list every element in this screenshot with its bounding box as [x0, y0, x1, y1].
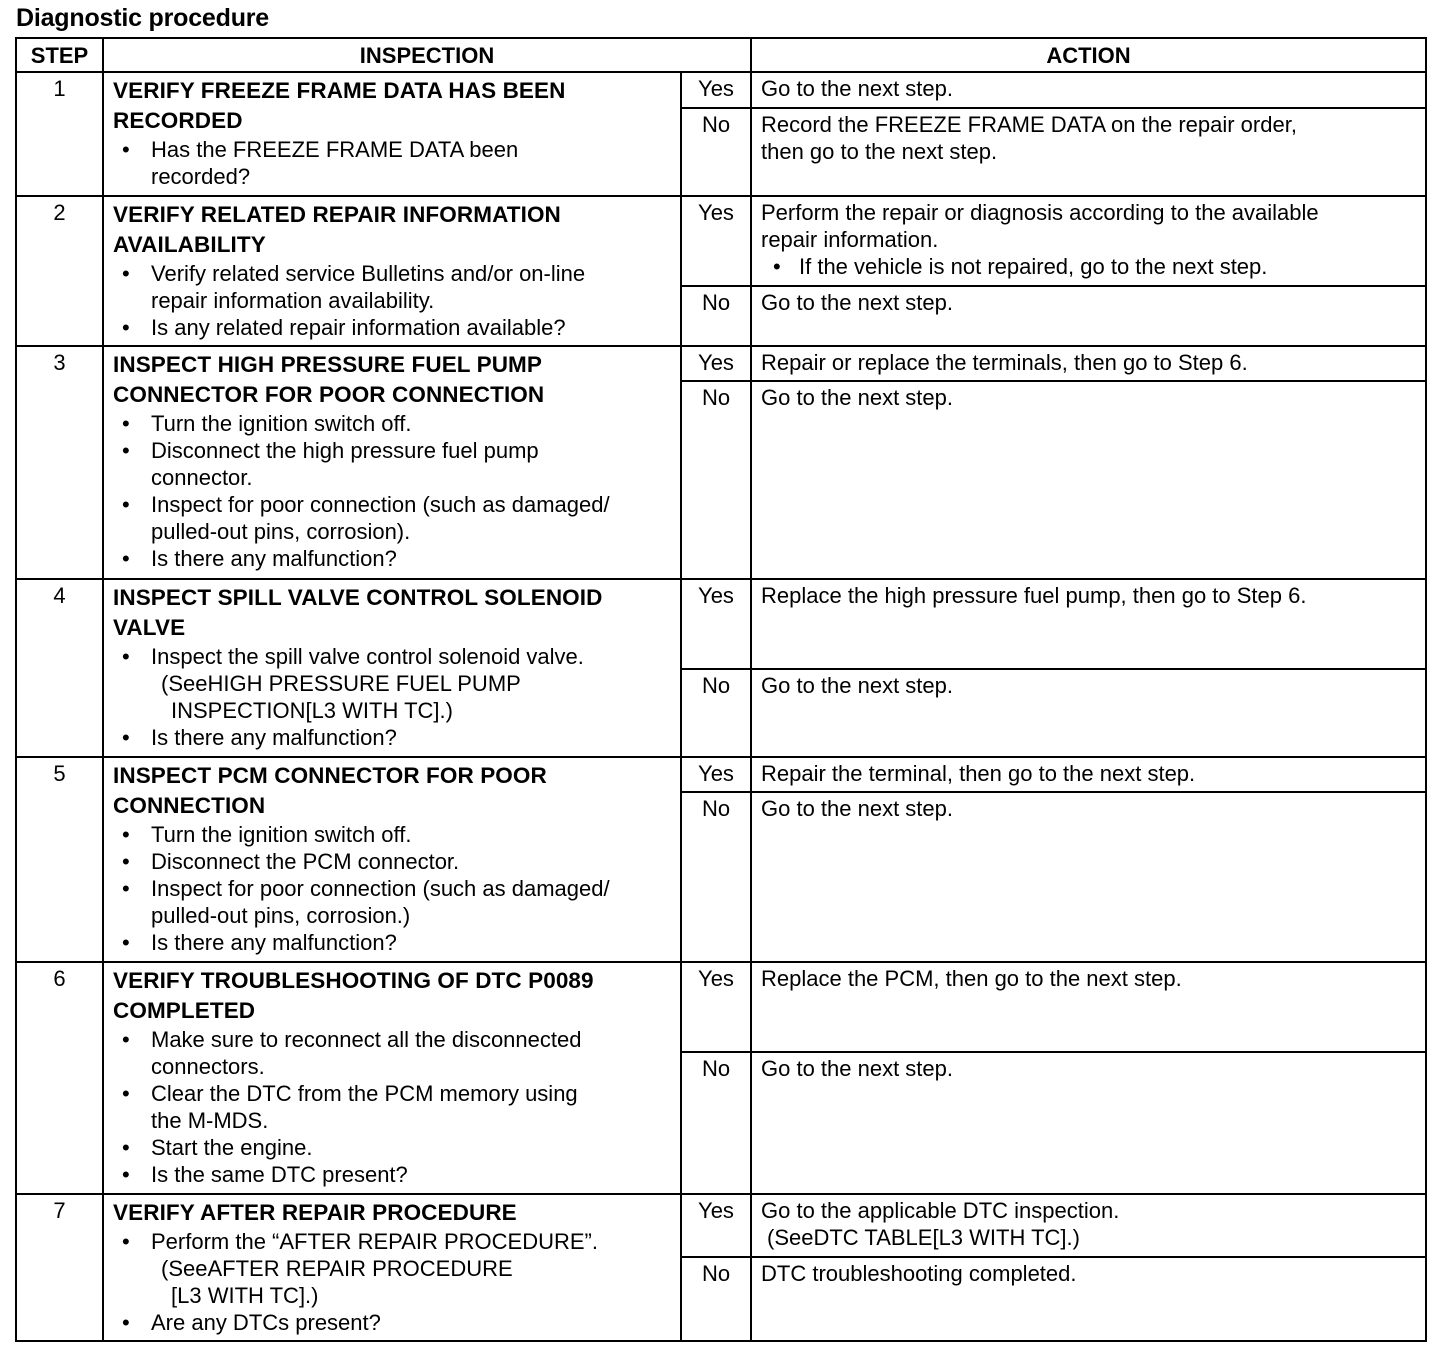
inspection-title [113, 200, 674, 260]
bullet-line: • Verify related service Bulletins and/or on-line [151, 261, 586, 286]
bullet-item [113, 929, 674, 956]
bullet-item [113, 437, 674, 491]
reference-note: [L3 WITH TC].) [171, 1283, 319, 1308]
bullet-list [113, 260, 674, 341]
bullet-line: connectors. [151, 1054, 265, 1079]
header-step: STEP [16, 38, 103, 72]
bullet-item [113, 1080, 674, 1134]
action-line: DTC troubleshooting completed. [761, 1261, 1077, 1286]
bullet-line: • Is the same DTC present? [151, 1162, 408, 1187]
inspection-title [113, 966, 674, 1026]
action-line: Go to the next step. [761, 290, 954, 315]
step-number: 7 [16, 1194, 103, 1341]
inspection-title [113, 583, 674, 643]
bullet-line: recorded? [151, 164, 251, 189]
inspection-title-line: VALVE [113, 615, 186, 640]
action-line: repair information. [761, 227, 939, 252]
no-label: No [681, 669, 751, 757]
inspection-cell [103, 962, 681, 1194]
inspection-title-line: INSPECT SPILL VALVE CONTROL SOLENOID [113, 585, 603, 610]
inspection-title-line: VERIFY AFTER REPAIR PROCEDURE [113, 1200, 517, 1225]
no-label: No [681, 792, 751, 962]
bullet-line: • Disconnect the PCM connector. [151, 849, 460, 874]
action-line: Perform the repair or diagnosis according to the available [761, 200, 1319, 225]
yes-action [751, 196, 1426, 286]
yes-action [751, 579, 1426, 669]
step-row-yes [16, 579, 1426, 669]
step-row-yes [16, 196, 1426, 286]
step-row-yes [16, 346, 1426, 381]
bullet-item [113, 491, 674, 545]
action-line: Go to the next step. [761, 76, 954, 101]
inspection-title-line: CONNECTION [113, 793, 266, 818]
no-label: No [681, 286, 751, 346]
inspection-cell [103, 196, 681, 346]
no-label: No [681, 1052, 751, 1194]
inspection-title-line: VERIFY RELATED REPAIR INFORMATION [113, 202, 561, 227]
bullet-line: • Is there any malfunction? [151, 930, 397, 955]
yes-label: Yes [681, 757, 751, 792]
action-line: Go to the next step. [761, 385, 954, 410]
inspection-title-line: COMPLETED [113, 998, 256, 1023]
bullet-item [113, 643, 674, 670]
yes-label: Yes [681, 196, 751, 286]
no-action [751, 792, 1426, 962]
bullet-list [113, 821, 674, 956]
step-number: 4 [16, 579, 103, 757]
step-number: 6 [16, 962, 103, 1194]
bullet-line: • Turn the ignition switch off. [151, 411, 412, 436]
bullet-item [113, 724, 674, 751]
header-action: ACTION [751, 38, 1426, 72]
inspection-cell [103, 579, 681, 757]
inspection-title [113, 76, 674, 136]
inspection-title-line: INSPECT PCM CONNECTOR FOR POOR [113, 763, 547, 788]
yes-label: Yes [681, 72, 751, 108]
bullet-list [113, 643, 674, 670]
no-action [751, 381, 1426, 579]
yes-action [751, 1194, 1426, 1257]
bullet-item [113, 136, 674, 190]
reference-note: (SeeDTC TABLE[L3 WITH TC].) [767, 1225, 1080, 1250]
bullet-line: • Has the FREEZE FRAME DATA been [151, 137, 519, 162]
bullet-item [113, 821, 674, 848]
action-line: Record the FREEZE FRAME DATA on the repair order, [761, 112, 1297, 137]
procedure-body [16, 72, 1426, 1341]
yes-label: Yes [681, 579, 751, 669]
no-action [751, 1257, 1426, 1341]
bullet-item [113, 875, 674, 929]
diagnostic-procedure-table [15, 37, 1427, 1342]
inspection-title-line: INSPECT HIGH PRESSURE FUEL PUMP [113, 352, 542, 377]
bullet-line: • Turn the ignition switch off. [151, 822, 412, 847]
bullet-item [113, 1309, 674, 1336]
action-line: Replace the high pressure fuel pump, then go to Step 6. [761, 583, 1307, 608]
action-bullet-list [761, 253, 1417, 280]
bullet-line: • Inspect for poor connection (such as damaged/ [151, 492, 610, 517]
inspection-title-line: VERIFY TROUBLESHOOTING OF DTC P0089 [113, 968, 594, 993]
no-label: No [681, 381, 751, 579]
bullet-line: connector. [151, 465, 253, 490]
yes-label: Yes [681, 962, 751, 1052]
action-bullet: • If the vehicle is not repaired, go to the next step. [761, 253, 1417, 280]
no-action [751, 669, 1426, 757]
bullet-line: • Is any related repair information available? [151, 315, 566, 340]
header-inspection: INSPECTION [103, 38, 751, 72]
page-title: Diagnostic procedure [16, 4, 269, 32]
step-number: 2 [16, 196, 103, 346]
bullet-line: • Make sure to reconnect all the disconnected [151, 1027, 582, 1052]
no-action [751, 286, 1426, 346]
inspection-title [113, 1198, 674, 1228]
bullet-line: • Inspect for poor connection (such as damaged/ [151, 876, 610, 901]
yes-action [751, 962, 1426, 1052]
inspection-title [113, 350, 674, 410]
action-line: Go to the next step. [761, 1056, 954, 1081]
inspection-cell [103, 1194, 681, 1341]
action-line: Repair the terminal, then go to the next step. [761, 761, 1196, 786]
action-line: Go to the next step. [761, 796, 954, 821]
bullet-item [113, 1161, 674, 1188]
bullet-list [113, 1228, 674, 1255]
yes-label: Yes [681, 346, 751, 381]
bullet-line: • Inspect the spill valve control solenoid valve. [151, 644, 584, 669]
action-line: then go to the next step. [761, 139, 998, 164]
step-number: 5 [16, 757, 103, 962]
bullet-line: • Is there any malfunction? [151, 725, 397, 750]
bullet-line: • Is there any malfunction? [151, 546, 397, 571]
step-row-yes [16, 757, 1426, 792]
header-row [16, 38, 1426, 72]
bullet-line: • Clear the DTC from the PCM memory using [151, 1081, 578, 1106]
step-number: 1 [16, 72, 103, 196]
yes-action [751, 757, 1426, 792]
inspection-title-line: CONNECTOR FOR POOR CONNECTION [113, 382, 545, 407]
reference-note: (SeeHIGH PRESSURE FUEL PUMP [161, 671, 521, 696]
bullet-item [113, 848, 674, 875]
step-number: 3 [16, 346, 103, 579]
step-row-yes [16, 1194, 1426, 1257]
bullet-list [113, 724, 674, 751]
bullet-line: repair information availability. [151, 288, 435, 313]
inspection-title-line: VERIFY FREEZE FRAME DATA HAS BEEN [113, 78, 566, 103]
no-action [751, 108, 1426, 196]
reference-note: INSPECTION[L3 WITH TC].) [171, 698, 453, 723]
bullet-item [113, 545, 674, 572]
inspection-title-line: AVAILABILITY [113, 232, 266, 257]
step-row-yes [16, 72, 1426, 108]
no-action [751, 1052, 1426, 1194]
inspection-cell [103, 72, 681, 196]
bullet-item [113, 1134, 674, 1161]
bullet-line: • Disconnect the high pressure fuel pump [151, 438, 539, 463]
no-label: No [681, 108, 751, 196]
bullet-list [113, 1026, 674, 1188]
bullet-line: pulled-out pins, corrosion.) [151, 903, 411, 928]
step-row-yes [16, 962, 1426, 1052]
yes-action [751, 346, 1426, 381]
yes-action [751, 72, 1426, 108]
bullet-item [113, 260, 674, 314]
reference-note: (SeeAFTER REPAIR PROCEDURE [161, 1256, 513, 1281]
bullet-line: • Are any DTCs present? [151, 1310, 381, 1335]
inspection-cell [103, 757, 681, 962]
bullet-line: • Start the engine. [151, 1135, 313, 1160]
bullet-item [113, 1228, 674, 1255]
bullet-item [113, 410, 674, 437]
inspection-title [113, 761, 674, 821]
action-line: Go to the applicable DTC inspection. [761, 1198, 1120, 1223]
bullet-line: pulled-out pins, corrosion). [151, 519, 411, 544]
bullet-list [113, 410, 674, 572]
bullet-item [113, 314, 674, 341]
bullet-list [113, 1309, 674, 1336]
bullet-line: the M-MDS. [151, 1108, 269, 1133]
action-line: Go to the next step. [761, 673, 954, 698]
yes-label: Yes [681, 1194, 751, 1257]
action-line: Replace the PCM, then go to the next step. [761, 966, 1182, 991]
inspection-title-line: RECORDED [113, 108, 243, 133]
inspection-cell [103, 346, 681, 579]
bullet-line: • Perform the “AFTER REPAIR PROCEDURE”. [151, 1229, 598, 1254]
no-label: No [681, 1257, 751, 1341]
bullet-item [113, 1026, 674, 1080]
bullet-list [113, 136, 674, 190]
action-line: Repair or replace the terminals, then go to Step 6. [761, 350, 1248, 375]
